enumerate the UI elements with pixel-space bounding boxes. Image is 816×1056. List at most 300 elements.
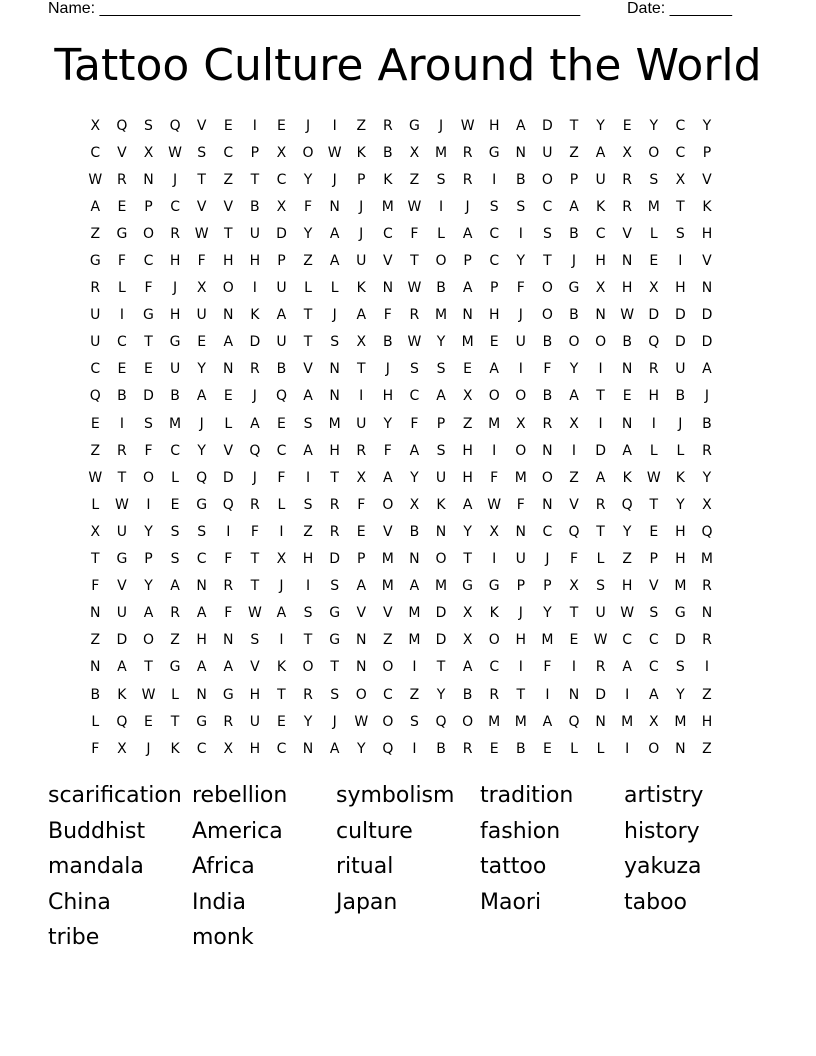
grid-letter: C [489, 225, 500, 242]
grid-letter: A [223, 334, 234, 351]
grid-letter: F [516, 496, 525, 513]
grid-letter: L [117, 280, 126, 297]
grid-letter: T [543, 253, 552, 270]
grid-letter: Z [462, 415, 473, 432]
grid-letter: S [330, 686, 340, 703]
grid-letter: S [489, 198, 499, 215]
grid-letter: N [701, 280, 713, 297]
grid-letter: S [330, 578, 340, 595]
word-bank-item: Buddhist [48, 818, 146, 844]
grid-letter: F [304, 198, 313, 215]
grid-letter: X [702, 496, 712, 513]
grid-letter: V [356, 605, 367, 622]
grid-letter: T [197, 171, 206, 188]
grid-letter: A [462, 225, 473, 242]
grid-letter: D [701, 334, 713, 351]
grid-letter: N [675, 740, 686, 757]
word-bank-item: tattoo [480, 854, 547, 880]
grid-letter: J [359, 225, 364, 242]
grid-letter: W [407, 198, 422, 215]
grid-letter: A [196, 605, 207, 622]
grid-letter: V [117, 578, 127, 595]
grid-letter: Z [90, 632, 101, 649]
grid-letter: H [169, 307, 181, 324]
grid-letter: M [488, 713, 501, 730]
grid-letter: H [701, 713, 713, 730]
grid-letter: B [409, 523, 420, 540]
word-bank-item: Maori [480, 889, 542, 915]
grid-letter: U [435, 469, 447, 486]
grid-letter: G [488, 144, 500, 161]
grid-letter: R [356, 442, 367, 459]
grid-letter: M [514, 469, 527, 486]
grid-letter: X [648, 713, 659, 730]
grid-letter: B [276, 361, 287, 378]
grid-letter: I [598, 361, 603, 378]
grid-letter: Y [197, 361, 206, 378]
grid-letter: N [595, 713, 606, 730]
grid-letter: Z [170, 632, 180, 649]
grid-letter: R [595, 496, 606, 513]
grid-letter: W [487, 496, 502, 513]
grid-letter: N [621, 415, 633, 432]
grid-letter: O [648, 144, 660, 161]
grid-letter: O [568, 334, 580, 351]
grid-letter: Q [222, 496, 234, 513]
grid-letter: T [303, 334, 313, 351]
grid-letter: A [383, 469, 393, 486]
grid-letter: C [675, 117, 686, 134]
grid-letter: O [541, 307, 553, 324]
grid-letter: Q [89, 388, 101, 405]
grid-letter: G [222, 686, 234, 703]
grid-letter: H [249, 686, 261, 703]
grid-letter: O [462, 713, 474, 730]
grid-letter: C [276, 442, 287, 459]
grid-letter: C [382, 686, 393, 703]
grid-letter: T [91, 551, 100, 568]
grid-letter: T [463, 551, 472, 568]
grid-letter: L [596, 551, 605, 568]
grid-letter: X [595, 280, 606, 297]
grid-letter: Q [169, 117, 181, 134]
grid-letter: U [196, 307, 207, 324]
grid-letter: J [359, 198, 364, 215]
grid-letter: X [675, 171, 686, 188]
grid-letter: J [545, 551, 550, 568]
grid-letter: F [144, 280, 153, 297]
grid-letter: F [277, 469, 286, 486]
grid-letter: P [357, 551, 366, 568]
grid-letter: R [117, 171, 127, 188]
grid-letter: X [90, 117, 101, 134]
grid-letter: M [434, 144, 448, 161]
grid-letter: R [223, 713, 234, 730]
word-bank-item: history [624, 818, 700, 844]
grid-letter: W [194, 225, 209, 242]
grid-letter: U [595, 171, 606, 188]
grid-letter: P [436, 415, 446, 432]
grid-letter: D [595, 686, 606, 703]
grid-letter: D [542, 117, 553, 134]
grid-letter: N [90, 659, 101, 676]
grid-letter: Z [383, 632, 393, 649]
grid-letter: H [488, 117, 500, 134]
word-bank-item: mandala [48, 854, 144, 880]
word-bank-item: America [192, 818, 283, 844]
grid-letter: A [462, 280, 473, 297]
grid-letter: J [571, 253, 577, 270]
grid-letter: E [649, 253, 659, 270]
grid-letter: H [302, 551, 314, 568]
grid-letter: G [568, 280, 580, 297]
grid-letter: I [545, 686, 550, 703]
grid-letter: I [412, 659, 417, 676]
grid-letter: G [196, 713, 208, 730]
grid-letter: G [169, 334, 181, 351]
grid-letter: U [249, 225, 260, 242]
grid-letter: T [303, 307, 313, 324]
grid-letter: M [408, 632, 421, 649]
grid-row [82, 681, 734, 708]
grid-letter: E [569, 632, 579, 649]
grid-letter: H [675, 551, 686, 568]
grid-row [82, 546, 734, 573]
grid-letter: Z [622, 551, 632, 568]
grid-row [82, 410, 734, 437]
grid-row [82, 708, 734, 735]
grid-letter: R [648, 361, 659, 378]
grid-letter: S [170, 523, 180, 540]
grid-letter: R [622, 198, 633, 215]
grid-letter: O [302, 659, 314, 676]
grid-letter: R [702, 442, 712, 459]
grid-letter: A [329, 740, 340, 757]
grid-letter: N [355, 632, 367, 649]
grid-letter: W [354, 713, 369, 730]
grid-letter: X [462, 605, 473, 622]
grid-letter: U [116, 605, 128, 622]
grid-letter: T [649, 496, 659, 513]
grid-letter: X [569, 415, 579, 432]
grid-letter: G [196, 496, 208, 513]
grid-letter: E [277, 117, 286, 134]
grid-letter: A [409, 578, 420, 595]
grid-letter: Y [676, 496, 685, 513]
grid-letter: N [621, 253, 633, 270]
grid-letter: R [462, 740, 473, 757]
grid-letter: R [462, 171, 473, 188]
grid-letter: H [196, 632, 207, 649]
grid-letter: W [460, 117, 475, 134]
grid-letter: S [250, 632, 260, 649]
grid-row [82, 464, 734, 491]
grid-letter: C [276, 171, 287, 188]
grid-letter: U [116, 523, 128, 540]
grid-letter: B [622, 334, 632, 351]
grid-row [82, 302, 734, 329]
grid-letter: H [621, 280, 633, 297]
grid-letter: C [196, 740, 207, 757]
grid-letter: O [142, 225, 154, 242]
grid-letter: V [702, 253, 712, 270]
grid-letter: P [357, 171, 366, 188]
grid-letter: C [90, 144, 101, 161]
grid-letter: K [489, 605, 499, 622]
word-bank-item: monk [192, 925, 254, 951]
grid-letter: A [303, 442, 313, 459]
grid-letter: J [199, 415, 204, 432]
grid-letter: E [622, 388, 632, 405]
grid-letter: S [409, 361, 419, 378]
grid-letter: M [674, 713, 687, 730]
grid-letter: B [569, 307, 579, 324]
grid-letter: G [488, 578, 500, 595]
grid-row [82, 247, 734, 274]
grid-letter: C [170, 442, 180, 459]
word-bank-item: fashion [480, 818, 561, 844]
grid-letter: T [117, 469, 127, 486]
grid-letter: O [382, 713, 394, 730]
grid-letter: M [461, 334, 474, 351]
grid-letter: X [409, 144, 420, 161]
grid-letter: K [356, 280, 366, 297]
grid-letter: U [356, 253, 367, 270]
grid-letter: N [223, 307, 234, 324]
grid-letter: V [196, 198, 207, 215]
word-bank-item: China [48, 889, 111, 915]
grid-letter: I [571, 442, 577, 459]
grid-letter: L [676, 442, 685, 459]
grid-letter: I [492, 442, 497, 459]
grid-letter: M [434, 307, 448, 324]
grid-letter: F [117, 253, 126, 270]
grid-letter: E [117, 361, 127, 378]
grid-letter: J [332, 171, 337, 188]
grid-letter: H [169, 253, 181, 270]
grid-letter: V [702, 171, 712, 188]
grid-letter: I [305, 469, 311, 486]
word-bank-item: scarification [48, 783, 182, 808]
grid-letter: C [489, 659, 500, 676]
grid-letter: Y [649, 117, 659, 134]
grid-letter: N [329, 361, 340, 378]
grid-letter: N [329, 388, 340, 405]
grid-letter: X [648, 280, 659, 297]
grid-letter: I [678, 253, 683, 270]
grid-letter: A [489, 361, 499, 378]
grid-letter: I [359, 388, 364, 405]
grid-letter: V [383, 605, 393, 622]
grid-letter: Q [435, 713, 447, 730]
grid-letter: F [91, 740, 100, 757]
grid-letter: Y [676, 686, 685, 703]
grid-letter: A [170, 578, 180, 595]
grid-row [82, 329, 734, 356]
grid-letter: O [382, 659, 394, 676]
grid-letter: O [648, 740, 660, 757]
grid-row [82, 735, 734, 762]
grid-letter: M [488, 415, 501, 432]
grid-letter: Q [382, 740, 394, 757]
grid-letter: A [329, 253, 340, 270]
grid-letter: R [329, 523, 340, 540]
grid-letter: M [381, 551, 394, 568]
grid-letter: R [595, 659, 606, 676]
grid-letter: A [462, 496, 473, 513]
grid-letter: K [383, 171, 393, 188]
grid-letter: Y [303, 225, 313, 242]
grid-letter: Q [196, 469, 208, 486]
grid-letter: Q [249, 442, 261, 459]
grid-letter: B [436, 280, 446, 297]
grid-letter: T [144, 659, 153, 676]
grid-letter: A [117, 659, 127, 676]
grid-letter: W [646, 469, 661, 486]
grid-letter: X [276, 551, 287, 568]
grid-letter: S [596, 578, 606, 595]
grid-letter: L [277, 496, 286, 513]
grid-letter: B [542, 334, 553, 351]
grid-letter: J [438, 117, 444, 134]
grid-letter: O [541, 171, 553, 188]
word-bank-item: rebellion [192, 783, 288, 808]
word-bank-item: taboo [624, 889, 687, 915]
grid-letter: R [170, 605, 180, 622]
grid-letter: Q [116, 713, 128, 730]
grid-letter: F [357, 496, 366, 513]
grid-letter: A [595, 144, 606, 161]
grid-letter: G [116, 225, 128, 242]
grid-letter: F [410, 415, 419, 432]
grid-row [82, 166, 734, 193]
grid-letter: D [435, 605, 447, 622]
grid-letter: B [702, 415, 712, 432]
grid-letter: B [383, 334, 393, 351]
grid-letter: U [90, 334, 101, 351]
grid-letter: D [648, 307, 660, 324]
grid-letter: S [436, 171, 446, 188]
grid-letter: C [90, 361, 101, 378]
grid-letter: N [382, 280, 394, 297]
grid-letter: L [596, 740, 605, 757]
grid-letter: Q [116, 117, 128, 134]
grid-letter: K [117, 686, 127, 703]
grid-letter: G [89, 253, 101, 270]
grid-letter: A [702, 361, 712, 378]
grid-letter: V [117, 144, 127, 161]
grid-letter: F [543, 659, 552, 676]
grid-letter: T [277, 686, 286, 703]
grid-letter: A [90, 198, 101, 215]
grid-letter: U [542, 144, 553, 161]
grid-letter: Q [701, 523, 713, 540]
grid-letter: G [116, 551, 128, 568]
grid-letter: T [330, 659, 339, 676]
word-bank-item: culture [336, 818, 413, 844]
grid-letter: C [489, 253, 500, 270]
grid-letter: A [542, 713, 553, 730]
grid-letter: O [142, 469, 154, 486]
grid-letter: X [117, 740, 127, 757]
grid-letter: A [196, 659, 207, 676]
word-bank-item: symbolism [336, 783, 455, 808]
grid-letter: J [173, 171, 178, 188]
grid-letter: S [303, 605, 313, 622]
grid-letter: J [518, 605, 523, 622]
grid-letter: U [595, 605, 606, 622]
grid-letter: J [252, 388, 257, 405]
grid-letter: G [143, 307, 154, 324]
grid-letter: B [569, 225, 579, 242]
grid-letter: X [196, 280, 207, 297]
grid-letter: H [595, 253, 606, 270]
grid-letter: N [621, 361, 633, 378]
grid-letter: S [675, 659, 685, 676]
grid-letter: P [543, 578, 552, 595]
grid-letter: M [434, 578, 448, 595]
grid-letter: J [305, 117, 311, 134]
grid-letter: T [569, 117, 579, 134]
grid-letter: C [409, 388, 420, 405]
grid-row [82, 654, 734, 681]
grid-row [82, 518, 734, 545]
grid-letter: F [569, 551, 579, 568]
grid-letter: R [90, 280, 101, 297]
grid-letter: T [330, 469, 339, 486]
grid-letter: B [90, 686, 101, 703]
grid-letter: B [462, 686, 473, 703]
grid-letter: S [330, 334, 340, 351]
grid-row [82, 275, 734, 302]
grid-letter: A [276, 307, 287, 324]
grid-letter: O [595, 334, 607, 351]
grid-letter: I [518, 361, 523, 378]
grid-letter: C [675, 144, 686, 161]
grid-letter: Y [197, 442, 206, 459]
grid-letter: Z [303, 253, 313, 270]
grid-letter: E [197, 334, 207, 351]
grid-letter: S [303, 415, 313, 432]
grid-letter: S [303, 496, 313, 513]
grid-letter: Y [356, 740, 366, 757]
grid-letter: W [327, 144, 342, 161]
grid-letter: W [407, 334, 422, 351]
grid-letter: C [143, 253, 154, 270]
grid-letter: G [169, 659, 181, 676]
grid-letter: N [196, 686, 207, 703]
grid-letter: M [381, 578, 394, 595]
grid-letter: O [142, 632, 154, 649]
grid-letter: Z [90, 225, 101, 242]
grid-letter: M [621, 713, 634, 730]
grid-letter: X [356, 334, 367, 351]
grid-letter: N [515, 523, 527, 540]
grid-letter: I [252, 117, 257, 134]
grid-letter: L [649, 225, 658, 242]
grid-letter: N [515, 144, 527, 161]
grid-letter: T [144, 334, 153, 351]
grid-letter: W [88, 469, 103, 486]
grid-letter: Y [622, 523, 632, 540]
grid-letter: X [143, 144, 154, 161]
grid-letter: V [303, 361, 313, 378]
grid-letter: A [356, 578, 367, 595]
grid-letter: P [463, 253, 472, 270]
grid-letter: D [595, 442, 606, 459]
grid-letter: A [196, 388, 207, 405]
grid-letter: E [144, 361, 153, 378]
